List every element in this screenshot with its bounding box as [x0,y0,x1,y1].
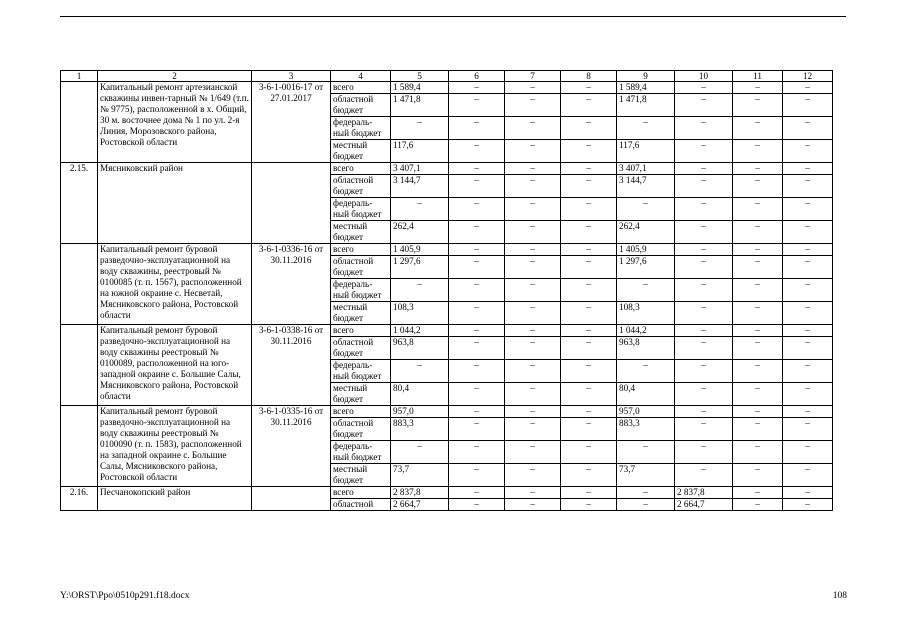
header-cell: 7 [505,71,561,82]
dash-cell: – [449,163,505,175]
top-rule [60,16,846,17]
dash-cell: – [783,406,833,418]
total-value: – [391,279,449,302]
row-number [61,406,98,487]
dash-cell: – [733,406,783,418]
row-number [61,325,98,406]
dash-cell: – [449,117,505,140]
dash-cell: – [733,499,783,511]
dash-cell: – [505,82,561,94]
dash-cell: – [561,117,617,140]
dash-cell: – [505,94,561,117]
dash-cell: – [449,464,505,487]
row-number: 2.15. [61,163,98,244]
dash-cell: – [505,406,561,418]
dash-cell: – [505,418,561,441]
dash-cell: – [561,325,617,337]
funding-source: областной бюджет [331,418,391,441]
year-value: 117,6 [617,140,675,163]
dash-cell: – [505,360,561,383]
funding-source: местный бюджет [331,464,391,487]
dash-cell: – [561,94,617,117]
year-value: – [617,117,675,140]
table-row [61,406,833,418]
dash-cell: – [561,279,617,302]
header-cell: 9 [617,71,675,82]
dash-cell: – [505,117,561,140]
year-value: – [675,221,733,244]
dash-cell: – [733,244,783,256]
dash-cell: – [561,418,617,441]
year-value: – [617,487,675,499]
dash-cell: – [561,82,617,94]
year-value: – [617,441,675,464]
total-value: 80,4 [391,383,449,406]
document-code [252,163,331,244]
funding-source: областной бюджет [331,256,391,279]
dash-cell: – [505,499,561,511]
dash-cell: – [783,499,833,511]
object-name: Капитальный ремонт артезианской скважины инвен-тарный № 1/649 (т.п. № 9775), расположенной в х. Общий, 30 м. восточнее дома № 1 по ул. 2-я Линия, Морозовского района, Ростовской области [98,82,252,163]
total-value: 73,7 [391,464,449,487]
total-value: 3 144,7 [391,175,449,198]
header-cell: 8 [561,71,617,82]
funding-source: федераль-ный бюджет [331,441,391,464]
header-cell: 3 [252,71,331,82]
table-row [61,487,833,499]
dash-cell: – [733,117,783,140]
total-value: – [391,117,449,140]
year-value: 883,3 [617,418,675,441]
dash-cell: – [783,175,833,198]
year-value: 1 405,9 [617,244,675,256]
dash-cell: – [783,140,833,163]
document-code [252,487,331,511]
funding-source: всего [331,82,391,94]
dash-cell: – [783,244,833,256]
funding-source: федераль-ный бюджет [331,117,391,140]
dash-cell: – [783,94,833,117]
total-value: 1 471,8 [391,94,449,117]
dash-cell: – [449,337,505,360]
dash-cell: – [505,441,561,464]
dash-cell: – [449,441,505,464]
table-row [61,82,833,94]
document-code: 3-6-1-0335-16 от 30.11.2016 [252,406,331,487]
dash-cell: – [561,163,617,175]
dash-cell: – [449,360,505,383]
header-cell: 11 [733,71,783,82]
dash-cell: – [733,337,783,360]
year-value: – [617,198,675,221]
funding-source: всего [331,325,391,337]
dash-cell: – [733,383,783,406]
year-value: 2 664,7 [675,499,733,511]
year-value: – [675,383,733,406]
dash-cell: – [505,175,561,198]
year-value: 2 837,8 [675,487,733,499]
year-value: – [675,82,733,94]
document-code: 3-6-1-0016-17 от 27.01.2017 [252,82,331,163]
object-name: Песчанокопский район [98,487,252,511]
row-number [61,82,98,163]
year-value: – [617,360,675,383]
dash-cell: – [449,82,505,94]
total-value: – [391,441,449,464]
dash-cell: – [449,499,505,511]
total-value: 3 407,1 [391,163,449,175]
dash-cell: – [733,163,783,175]
funding-source: всего [331,244,391,256]
year-value: 1 589,4 [617,82,675,94]
total-value: – [391,198,449,221]
year-value: 963,8 [617,337,675,360]
dash-cell: – [783,418,833,441]
year-value: – [675,441,733,464]
dash-cell: – [783,441,833,464]
dash-cell: – [783,221,833,244]
year-value: – [675,175,733,198]
year-value: – [675,325,733,337]
funding-source: всего [331,163,391,175]
total-value: 1 405,9 [391,244,449,256]
funding-source: всего [331,487,391,499]
dash-cell: – [505,163,561,175]
dash-cell: – [783,163,833,175]
dash-cell: – [449,244,505,256]
dash-cell: – [561,487,617,499]
dash-cell: – [783,279,833,302]
dash-cell: – [449,140,505,163]
year-value: – [675,163,733,175]
year-value: 73,7 [617,464,675,487]
total-value: 963,8 [391,337,449,360]
dash-cell: – [561,337,617,360]
dash-cell: – [561,406,617,418]
dash-cell: – [561,140,617,163]
dash-cell: – [505,302,561,325]
dash-cell: – [505,198,561,221]
dash-cell: – [505,487,561,499]
dash-cell: – [733,360,783,383]
year-value: – [675,198,733,221]
year-value: – [675,94,733,117]
dash-cell: – [733,487,783,499]
dash-cell: – [449,279,505,302]
dash-cell: – [449,221,505,244]
year-value: 1 044,2 [617,325,675,337]
total-value: 883,3 [391,418,449,441]
dash-cell: – [561,221,617,244]
funding-source: областной бюджет [331,175,391,198]
header-row [61,71,833,82]
dash-cell: – [783,360,833,383]
funding-source: федераль-ный бюджет [331,198,391,221]
funding-source: областной бюджет [331,94,391,117]
dash-cell: – [561,383,617,406]
dash-cell: – [449,175,505,198]
year-value: – [675,418,733,441]
year-value: – [675,302,733,325]
dash-cell: – [561,441,617,464]
total-value: 2 837,8 [391,487,449,499]
total-value: 1 044,2 [391,325,449,337]
total-value: 2 664,7 [391,499,449,511]
dash-cell: – [561,244,617,256]
dash-cell: – [561,499,617,511]
dash-cell: – [449,198,505,221]
footer-file-path: Y:\ORST\Ppo\0510p291.f18.docx [60,591,190,601]
budget-table [60,70,833,511]
dash-cell: – [733,82,783,94]
year-value: 3 407,1 [617,163,675,175]
dash-cell: – [783,198,833,221]
dash-cell: – [783,82,833,94]
total-value: 117,6 [391,140,449,163]
dash-cell: – [733,198,783,221]
header-cell: 10 [675,71,733,82]
total-value: 108,3 [391,302,449,325]
dash-cell: – [505,464,561,487]
total-value: 262,4 [391,221,449,244]
total-value: 1 589,4 [391,82,449,94]
dash-cell: – [733,94,783,117]
dash-cell: – [733,418,783,441]
dash-cell: – [733,256,783,279]
dash-cell: – [733,221,783,244]
header-cell: 1 [61,71,98,82]
funding-source: всего [331,406,391,418]
dash-cell: – [561,464,617,487]
year-value: – [675,256,733,279]
table-row [61,244,833,256]
dash-cell: – [449,383,505,406]
dash-cell: – [449,406,505,418]
dash-cell: – [561,175,617,198]
footer-page-number: 108 [832,591,847,601]
document-code: 3-6-1-0338-16 от 30.11.2016 [252,325,331,406]
header-cell: 2 [98,71,252,82]
year-value: – [617,279,675,302]
header-cell: 6 [449,71,505,82]
year-value: – [675,464,733,487]
dash-cell: – [449,302,505,325]
header-cell: 12 [783,71,833,82]
year-value: – [675,279,733,302]
year-value: – [675,244,733,256]
dash-cell: – [783,256,833,279]
dash-cell: – [783,337,833,360]
dash-cell: – [561,302,617,325]
dash-cell: – [449,256,505,279]
total-value: 1 297,6 [391,256,449,279]
dash-cell: – [733,441,783,464]
funding-source: местный бюджет [331,302,391,325]
header-cell: 5 [391,71,449,82]
year-value: 80,4 [617,383,675,406]
total-value: 957,0 [391,406,449,418]
dash-cell: – [733,140,783,163]
funding-source: местный бюджет [331,221,391,244]
dash-cell: – [733,325,783,337]
dash-cell: – [449,418,505,441]
funding-source: областной [331,499,391,511]
dash-cell: – [505,279,561,302]
dash-cell: – [783,117,833,140]
year-value: – [675,406,733,418]
row-number: 2.16. [61,487,98,511]
dash-cell: – [449,94,505,117]
dash-cell: – [783,383,833,406]
dash-cell: – [561,256,617,279]
year-value: 3 144,7 [617,175,675,198]
dash-cell: – [733,302,783,325]
table-row [61,163,833,175]
year-value: 262,4 [617,221,675,244]
year-value: 1 297,6 [617,256,675,279]
year-value: – [617,499,675,511]
year-value: – [675,117,733,140]
funding-source: федераль-ный бюджет [331,279,391,302]
dash-cell: – [449,325,505,337]
dash-cell: – [733,464,783,487]
dash-cell: – [505,244,561,256]
dash-cell: – [505,140,561,163]
dash-cell: – [505,256,561,279]
dash-cell: – [561,360,617,383]
year-value: 1 471,8 [617,94,675,117]
funding-source: местный бюджет [331,383,391,406]
row-number [61,244,98,325]
year-value: – [675,140,733,163]
object-name: Мясниковский район [98,163,252,244]
funding-source: федераль-ный бюджет [331,360,391,383]
dash-cell: – [783,464,833,487]
year-value: – [675,337,733,360]
funding-source: местный бюджет [331,140,391,163]
total-value: – [391,360,449,383]
dash-cell: – [783,487,833,499]
object-name: Капитальный ремонт буровой разведочно-эксплуатационной на воду скважины, реестровый № 0100085 (т. п. 1567), расположенной на южной окраине с. Несветай, Мясниковского района, Ростовской области [98,244,252,325]
dash-cell: – [561,198,617,221]
funding-source: областной бюджет [331,337,391,360]
year-value: – [675,360,733,383]
dash-cell: – [505,337,561,360]
dash-cell: – [733,175,783,198]
header-cell: 4 [331,71,391,82]
object-name: Капитальный ремонт буровой разведочно-эксплуатационной на воду скважины реестровый № 0100090 (т. п. 1583), расположенной на западной окраине с. Большие Салы, Мясниковского района, Ростовской области [98,406,252,487]
object-name: Капитальный ремонт буровой разведочно-эксплуатационной на воду скважины реестровый № 0100089, расположенной на юго-западной окраине с. Большие Салы, Мясниковского района, Ростовской области [98,325,252,406]
dash-cell: – [783,302,833,325]
dash-cell: – [505,221,561,244]
dash-cell: – [505,383,561,406]
table-row [61,325,833,337]
document-code: 3-6-1-0336-16 от 30.11.2016 [252,244,331,325]
dash-cell: – [505,325,561,337]
year-value: 108,3 [617,302,675,325]
dash-cell: – [783,325,833,337]
dash-cell: – [449,487,505,499]
year-value: 957,0 [617,406,675,418]
dash-cell: – [733,279,783,302]
